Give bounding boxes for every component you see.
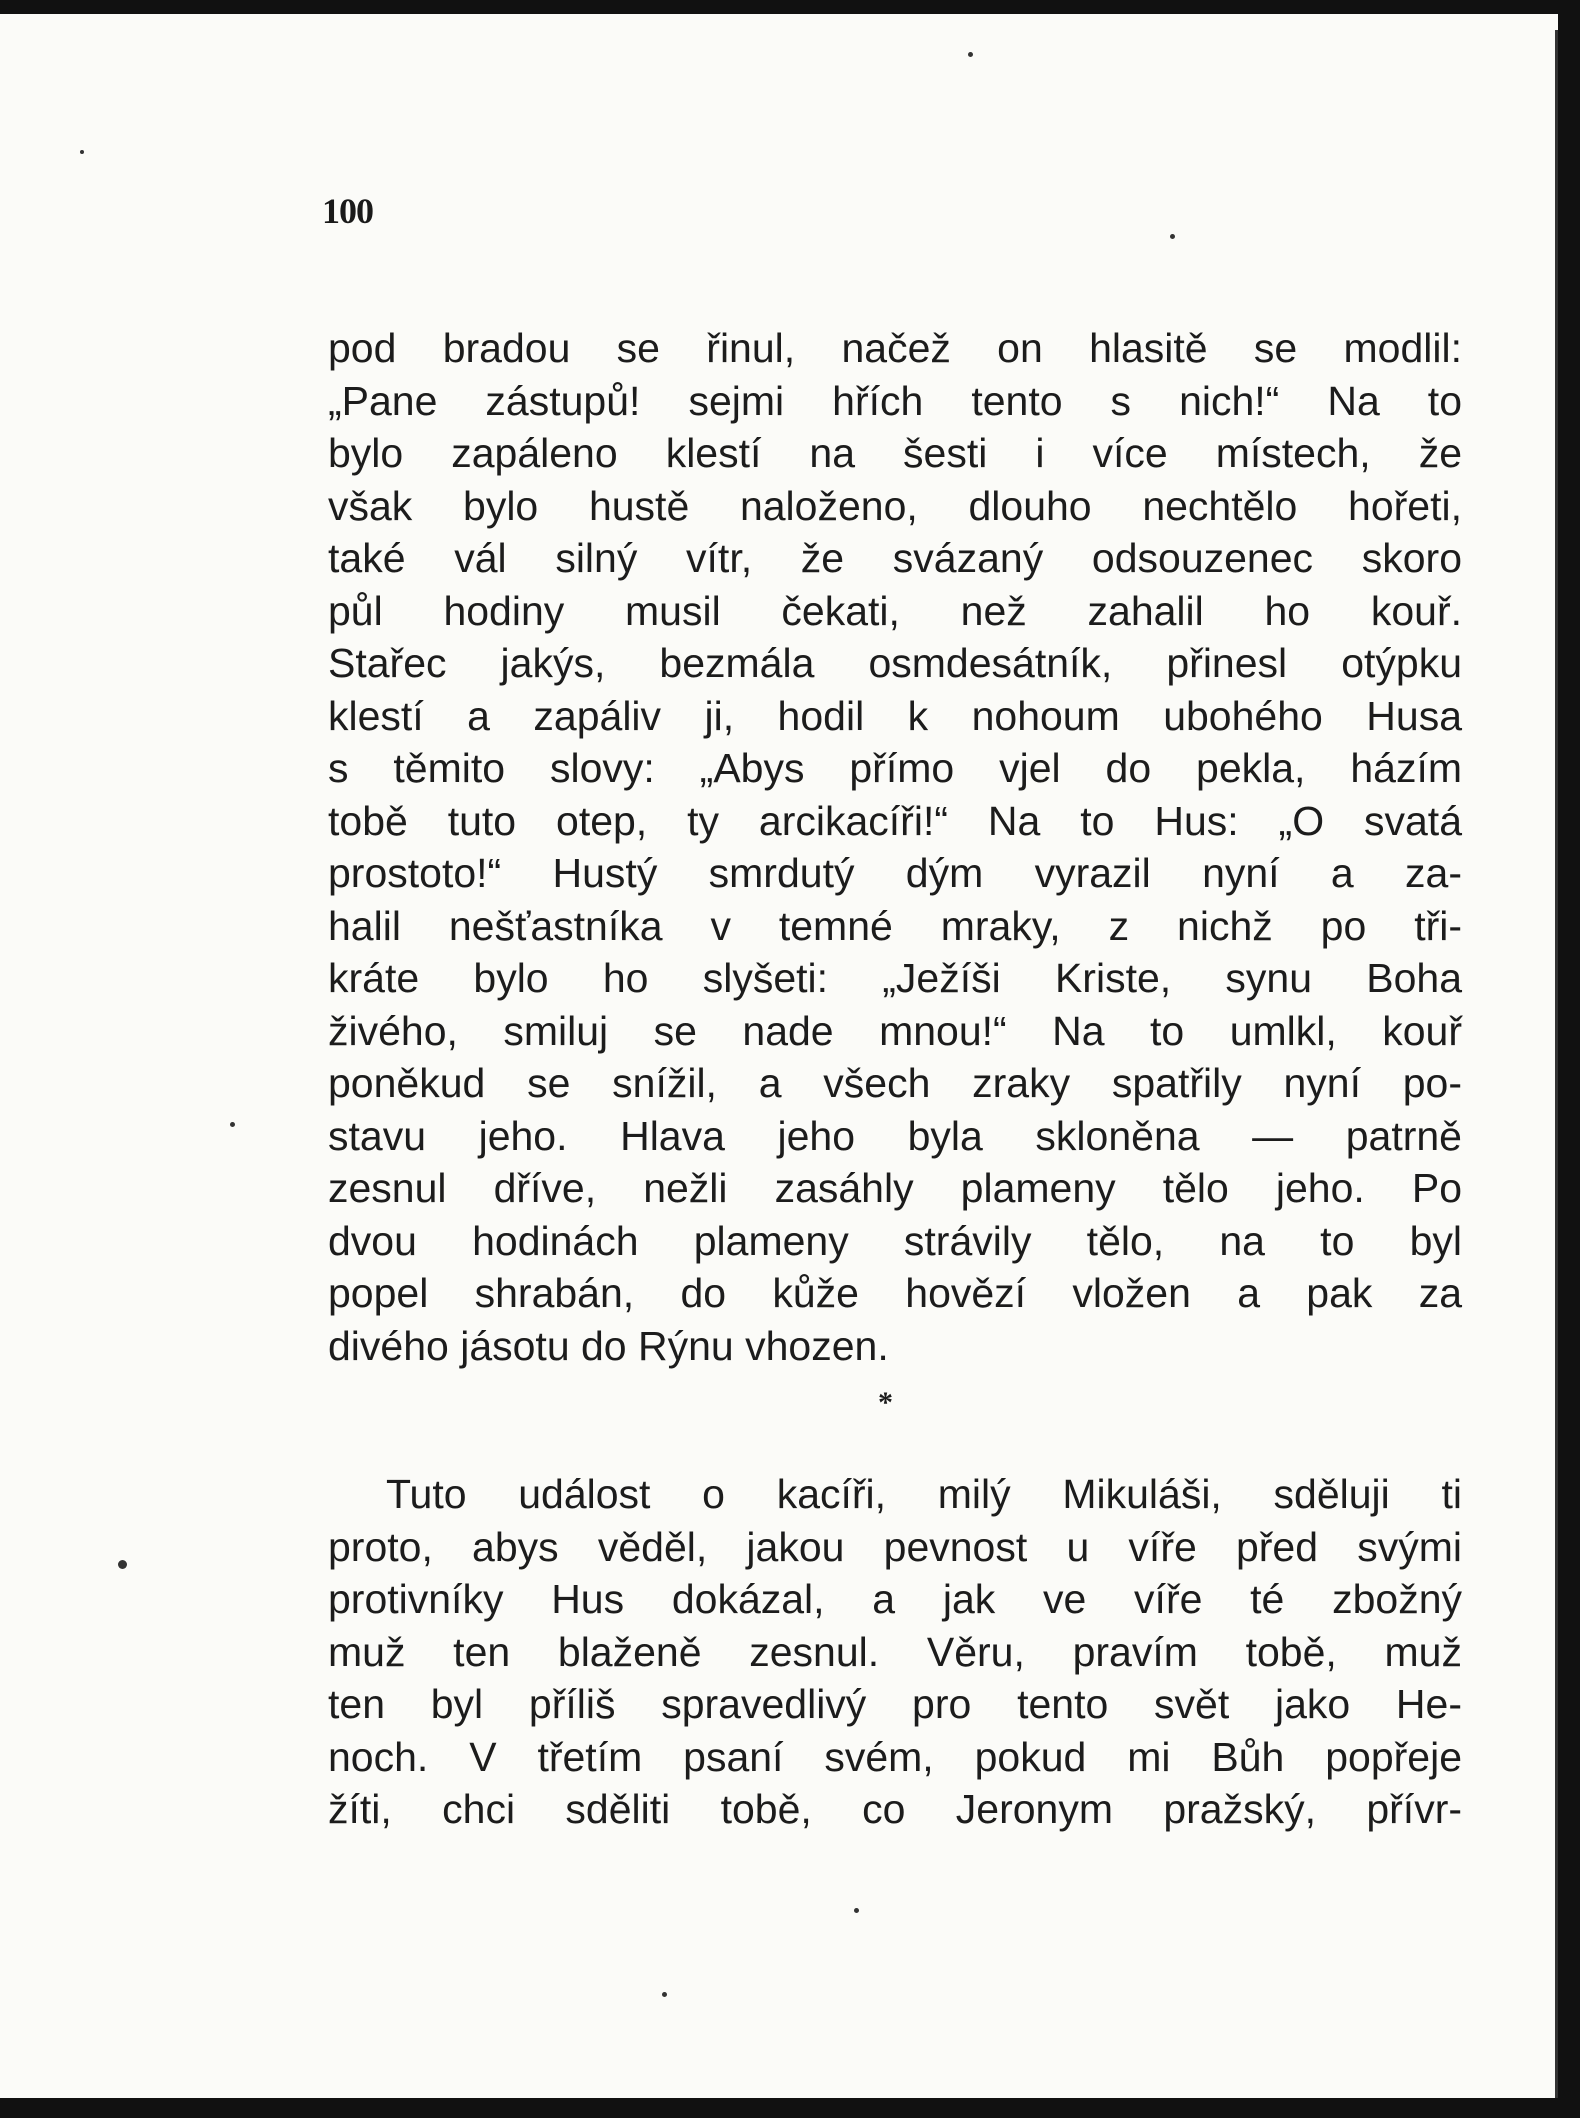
text-line: živého, smiluj se nade mnou!“ Na to umlkl, kouř	[328, 1007, 1462, 1054]
text-line: protivníky Hus dokázal, a jak ve víře té zbožný	[328, 1576, 1462, 1622]
text-line: tobě tuto otep, ty arcikacíři!“ Na to Hus: „O svatá	[328, 797, 1462, 844]
scan-speck	[230, 1122, 235, 1127]
scan-border-top	[0, 0, 1580, 14]
text-line: Stařec jakýs, bezmála osmdesátník, přinesl otýpku	[328, 640, 1462, 686]
scan-speck	[662, 1992, 667, 1997]
scan-speck	[80, 150, 84, 154]
page-number: 100	[322, 191, 373, 231]
scan-speck	[854, 1908, 859, 1913]
text-line: zesnul dříve, nežli zasáhly plameny tělo jeho. Po	[328, 1165, 1462, 1211]
text-line: klestí a zapáliv ji, hodil k nohoum ubohého Husa	[328, 692, 1462, 739]
text-line: poněkud se snížil, a všech zraky spatřily nyní po-	[328, 1060, 1462, 1106]
scan-speck	[1170, 234, 1175, 239]
text-line: divého jásotu do Rýnu vhozen.	[328, 1322, 889, 1369]
section-separator: *	[878, 1386, 893, 1419]
text-line: „Pane zástupů! sejmi hřích tento s nich!“ Na to	[328, 377, 1462, 424]
text-line: stavu jeho. Hlava jeho byla skloněna — patrně	[328, 1112, 1462, 1159]
scan-speck	[118, 1560, 127, 1569]
text-line: popel shrabán, do kůže hovězí vložen a pak za	[328, 1270, 1462, 1316]
text-line: muž ten blaženě zesnul. Věru, pravím tobě, muž	[328, 1628, 1462, 1675]
scan-border-right	[1558, 0, 1580, 2118]
text-line: pod bradou se řinul, načež on hlasitě se modlil:	[328, 325, 1462, 371]
text-line: halil nešťastníka v temné mraky, z nichž po tři-	[328, 902, 1462, 949]
text-line: kráte bylo ho slyšeti: „Ježíši Kriste, synu Boha	[328, 955, 1462, 1001]
text-line: s těmito slovy: „Abys přímo vjel do pekla, házím	[328, 745, 1462, 791]
scan-border-bottom	[0, 2098, 1580, 2118]
text-line: však bylo hustě naloženo, dlouho nechtělo hořeti,	[328, 482, 1462, 529]
text-line: ten byl příliš spravedlivý pro tento svět jako He-	[328, 1681, 1462, 1727]
text-line: bylo zapáleno klestí na šesti i více místech, že	[328, 430, 1462, 476]
paragraph-1	[328, 322, 1462, 1372]
paragraph-2	[328, 1468, 1462, 1836]
text-line: prostoto!“ Hustý smrdutý dým vyrazil nyní a za-	[328, 850, 1462, 896]
text-line: také vál silný vítr, že svázaný odsouzenec skoro	[328, 535, 1462, 581]
text-line: dvou hodinách plameny strávily tělo, na to byl	[328, 1217, 1462, 1264]
text-line: půl hodiny musil čekati, než zahalil ho kouř.	[328, 587, 1462, 634]
scan-border-right-inner	[1555, 30, 1558, 2100]
text-line: žíti, chci sděliti tobě, co Jeronym pražský, přívr-	[328, 1786, 1462, 1832]
scan-speck	[968, 52, 973, 57]
text-line: noch. V třetím psaní svém, pokud mi Bůh popřeje	[328, 1733, 1462, 1780]
text-line: Tuto událost o kacíři, milý Mikuláši, sděluji ti	[386, 1471, 1462, 1517]
text-line: proto, abys věděl, jakou pevnost u víře před svými	[328, 1523, 1462, 1570]
